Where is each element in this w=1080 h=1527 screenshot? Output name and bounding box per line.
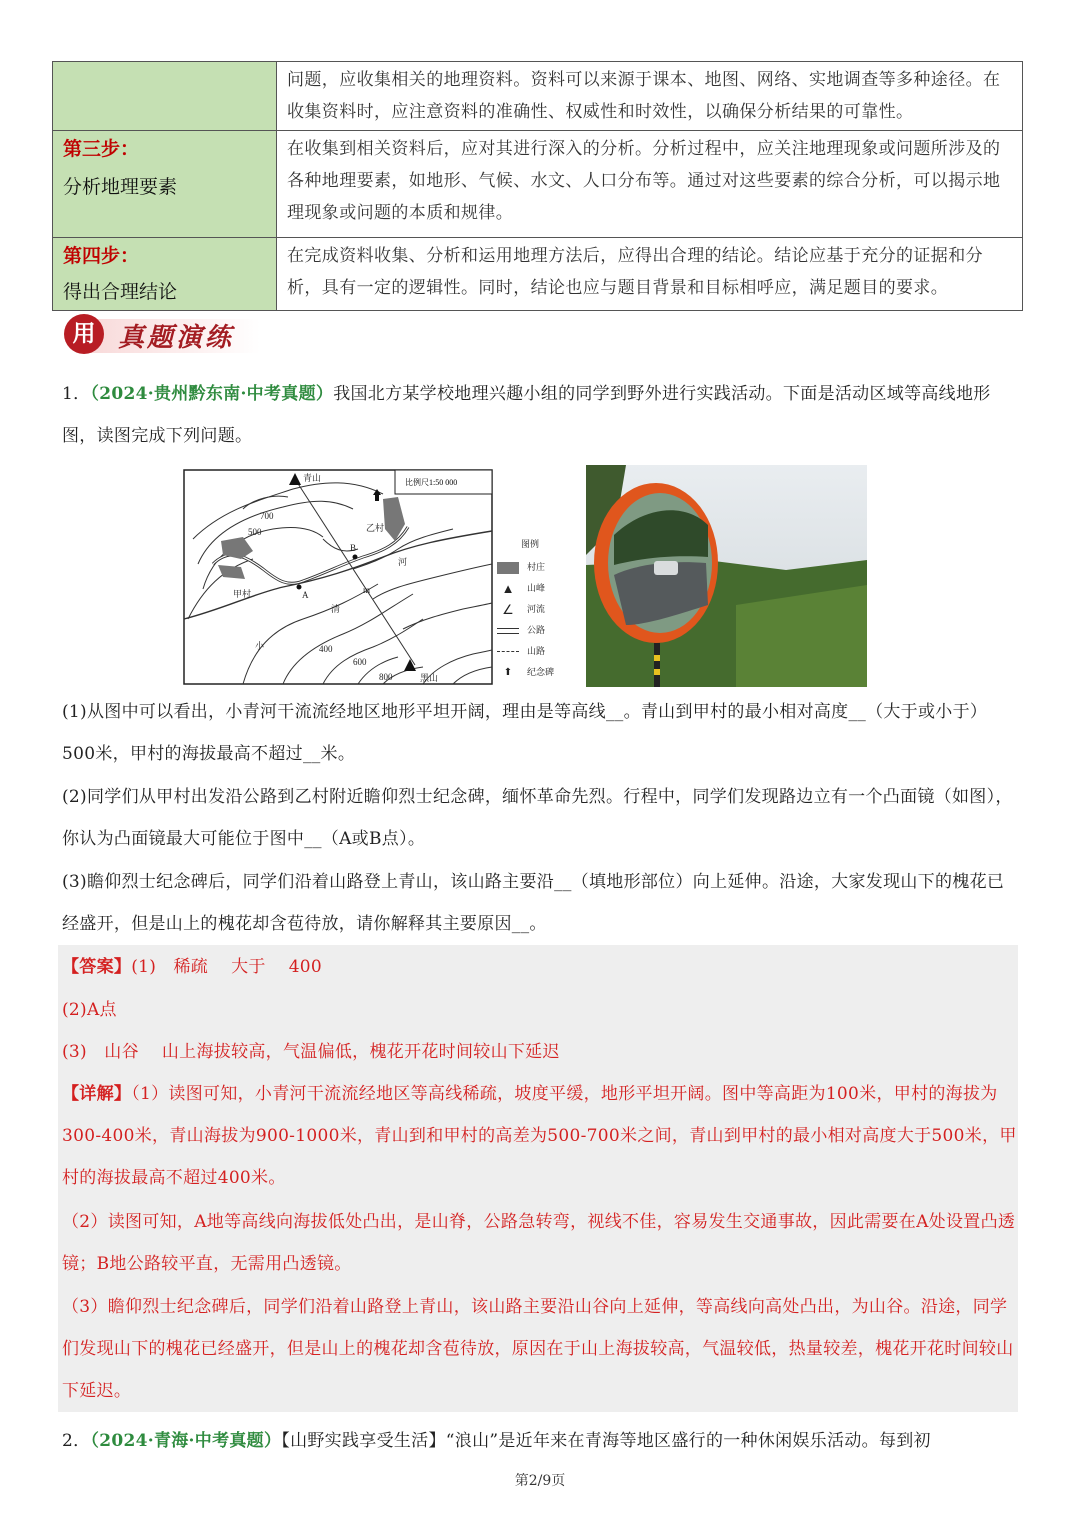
detail-1-text: （1）读图可知，小青河干流流经地区等高线稀疏，坡度平缓，地形平坦开阔。图中等高距为100米，甲村的海拔为300-400米，青山海拔为900-1000米，青山到和甲村的高差为500-700米之间，青山到甲村的最小相对高度大于500米，甲村的海拔最高不超过400米。	[62, 1084, 1017, 1188]
topographic-map	[183, 469, 493, 685]
step-text: 在收集到相关资料后，应对其进行深入的分析。分析过程中，应关注地理现象或问题所涉及的各种地理要素，如地形、气候、水文、人口分布等。通过对这些要素的综合分析，可以揭示地理现象或问题的本质和规律。	[277, 131, 1023, 238]
banner-icon: 用	[64, 314, 104, 354]
legend-item: ⬆ 纪念碑	[497, 665, 577, 686]
legend-item: 公路	[497, 623, 577, 644]
answer-line-1	[62, 946, 1020, 988]
label-m: m	[363, 585, 371, 595]
step-label-cell	[53, 131, 277, 238]
map-legend	[497, 537, 577, 686]
detail-label: 【详解】	[62, 1084, 132, 1104]
step-text: 在完成资料收集、分析和运用地理方法后，应得出合理的结论。结论应基于充分的证据和分析，具有一定的逻辑性。同时，结论也应与题目背景和目标相呼应，满足题目的要求。	[277, 238, 1023, 311]
mirror-pole	[654, 643, 660, 687]
question-number: 2．	[62, 1431, 91, 1451]
step-title: 分析地理要素	[63, 176, 178, 198]
label-point-a: A	[302, 590, 309, 600]
legend-village-icon	[497, 562, 519, 574]
answer-label: 【答案】	[62, 957, 132, 977]
page-footer: 第2/9页	[514, 1473, 566, 1489]
step-title: 得出合理结论	[63, 281, 178, 303]
legend-item: 村庄	[497, 560, 577, 581]
step-text: 问题，应收集相关的地理资料。资料可以来源于课本、地图、网络、实地调查等多种途径。在收集资料时，应注意资料的准确性、权威性和时效性，以确保分析结果的可靠性。	[277, 62, 1023, 131]
label-river-1: 河	[398, 557, 408, 567]
step-label-cell	[53, 238, 277, 311]
step-number: 第四步：	[63, 245, 140, 267]
question-text: 【山野实践享受生活】“浪山”是近年来在青海等地区盛行的一种休闲娱乐活动。每到初	[281, 1431, 931, 1451]
label-heishan: 黑山	[420, 673, 439, 683]
question-source: （2024·青海·中考真题）	[90, 1431, 282, 1451]
section-banner	[62, 313, 262, 357]
step-number: 第三步：	[63, 138, 140, 160]
pole-stripe	[654, 669, 660, 675]
label-river-2: 清	[331, 604, 341, 614]
point-b	[353, 555, 358, 560]
answer-2: (2)A点	[62, 1000, 117, 1020]
question-number: 1．	[62, 384, 91, 404]
contour-label-700: 700	[260, 511, 274, 521]
step-row	[53, 131, 1023, 238]
label-yicun: 乙村	[366, 523, 385, 533]
legend-path-icon	[497, 651, 519, 652]
contour-label-600: 600	[353, 657, 367, 667]
question-2	[62, 1420, 1020, 1462]
label-point-b: B	[350, 543, 357, 553]
convex-mirror-photo	[586, 465, 867, 687]
question-stem: 我国北方某学校地理兴趣小组的同学到野外进行实践活动。下面是活动区域等高线地形图，读图完成下列问题。	[62, 384, 991, 446]
sub-question-1: (1)从图中可以看出，小青河干流流经地区地形平坦开阔，理由是等高线__。青山到甲村的最小相对高度__（大于或小于）500米，甲村的海拔最高不超过__米。	[62, 702, 988, 764]
map-scale: 比例尺1:50 000	[405, 478, 458, 487]
step-row	[53, 238, 1023, 311]
pole-stripe	[654, 655, 660, 661]
legend-item: 山路	[497, 644, 577, 665]
detail-2: （2）读图可知，A地等高线向海拔低处凸出，是山脊，公路急转弯，视线不佳，容易发生交通事故，因此需要在A处设置凸透镜；B地公路较平直，无需用凸透镜。	[62, 1212, 1016, 1274]
detail-1	[62, 1073, 1020, 1199]
sub-question-2: (2)同学们从甲村出发沿公路到乙村附近瞻仰烈士纪念碑，缅怀革命先烈。行程中，同学们发现路边立有一个凸面镜（如图），你认为凸面镜最大可能位于图中__（A或B点）。	[62, 787, 1013, 849]
answer-3: (3) 山谷 山上海拔较高，气温偏低，槐花开花时间较山下延迟	[62, 1042, 560, 1062]
banner-title: 真题演练	[118, 323, 235, 353]
label-qingshan: 青山	[303, 473, 322, 483]
detail-3: （3）瞻仰烈士纪念碑后，同学们沿着山路登上青山，该山路主要沿山谷向上延伸，等高线向高处凸出，为山谷。沿途，同学们发现山下的槐花已经盛开，但是山上的槐花却含苞待放，原因在于山上海拔较高，气温较低，热量较差，槐花开花时间较山下延迟。	[62, 1297, 1014, 1401]
contour-label-500: 500	[248, 527, 262, 537]
step-row	[53, 62, 1023, 131]
contour-label-400: 400	[319, 644, 333, 654]
legend-item: ∠ 河流	[497, 602, 577, 623]
mirror-car	[654, 561, 678, 575]
answer-1: (1) 稀疏 大于 400	[131, 957, 323, 977]
point-a	[297, 585, 302, 590]
question-1	[62, 373, 1020, 457]
label-jiacun: 甲村	[233, 589, 252, 599]
contour-label-800: 800	[379, 672, 393, 682]
legend-peak-icon: ▲	[501, 581, 515, 596]
sub-question-3: (3)瞻仰烈士纪念碑后，同学们沿着山路登上青山，该山路主要沿__（填地形部位）向上延伸。沿途，大家发现山下的槐花已经盛开，但是山上的槐花却含苞待放，请你解释其主要原因__。	[62, 872, 1005, 934]
legend-item: ▲ 山峰	[497, 581, 577, 602]
legend-river-icon: ∠	[502, 602, 514, 617]
step-label-cell	[53, 62, 277, 131]
label-river-3: 小	[255, 641, 265, 651]
legend-road-icon	[497, 628, 519, 634]
question-source: （2024·贵州黔东南·中考真题）	[90, 384, 334, 404]
legend-monument-icon: ⬆	[503, 667, 513, 679]
steps-table	[52, 61, 1023, 311]
legend-title: 图例	[521, 539, 540, 549]
